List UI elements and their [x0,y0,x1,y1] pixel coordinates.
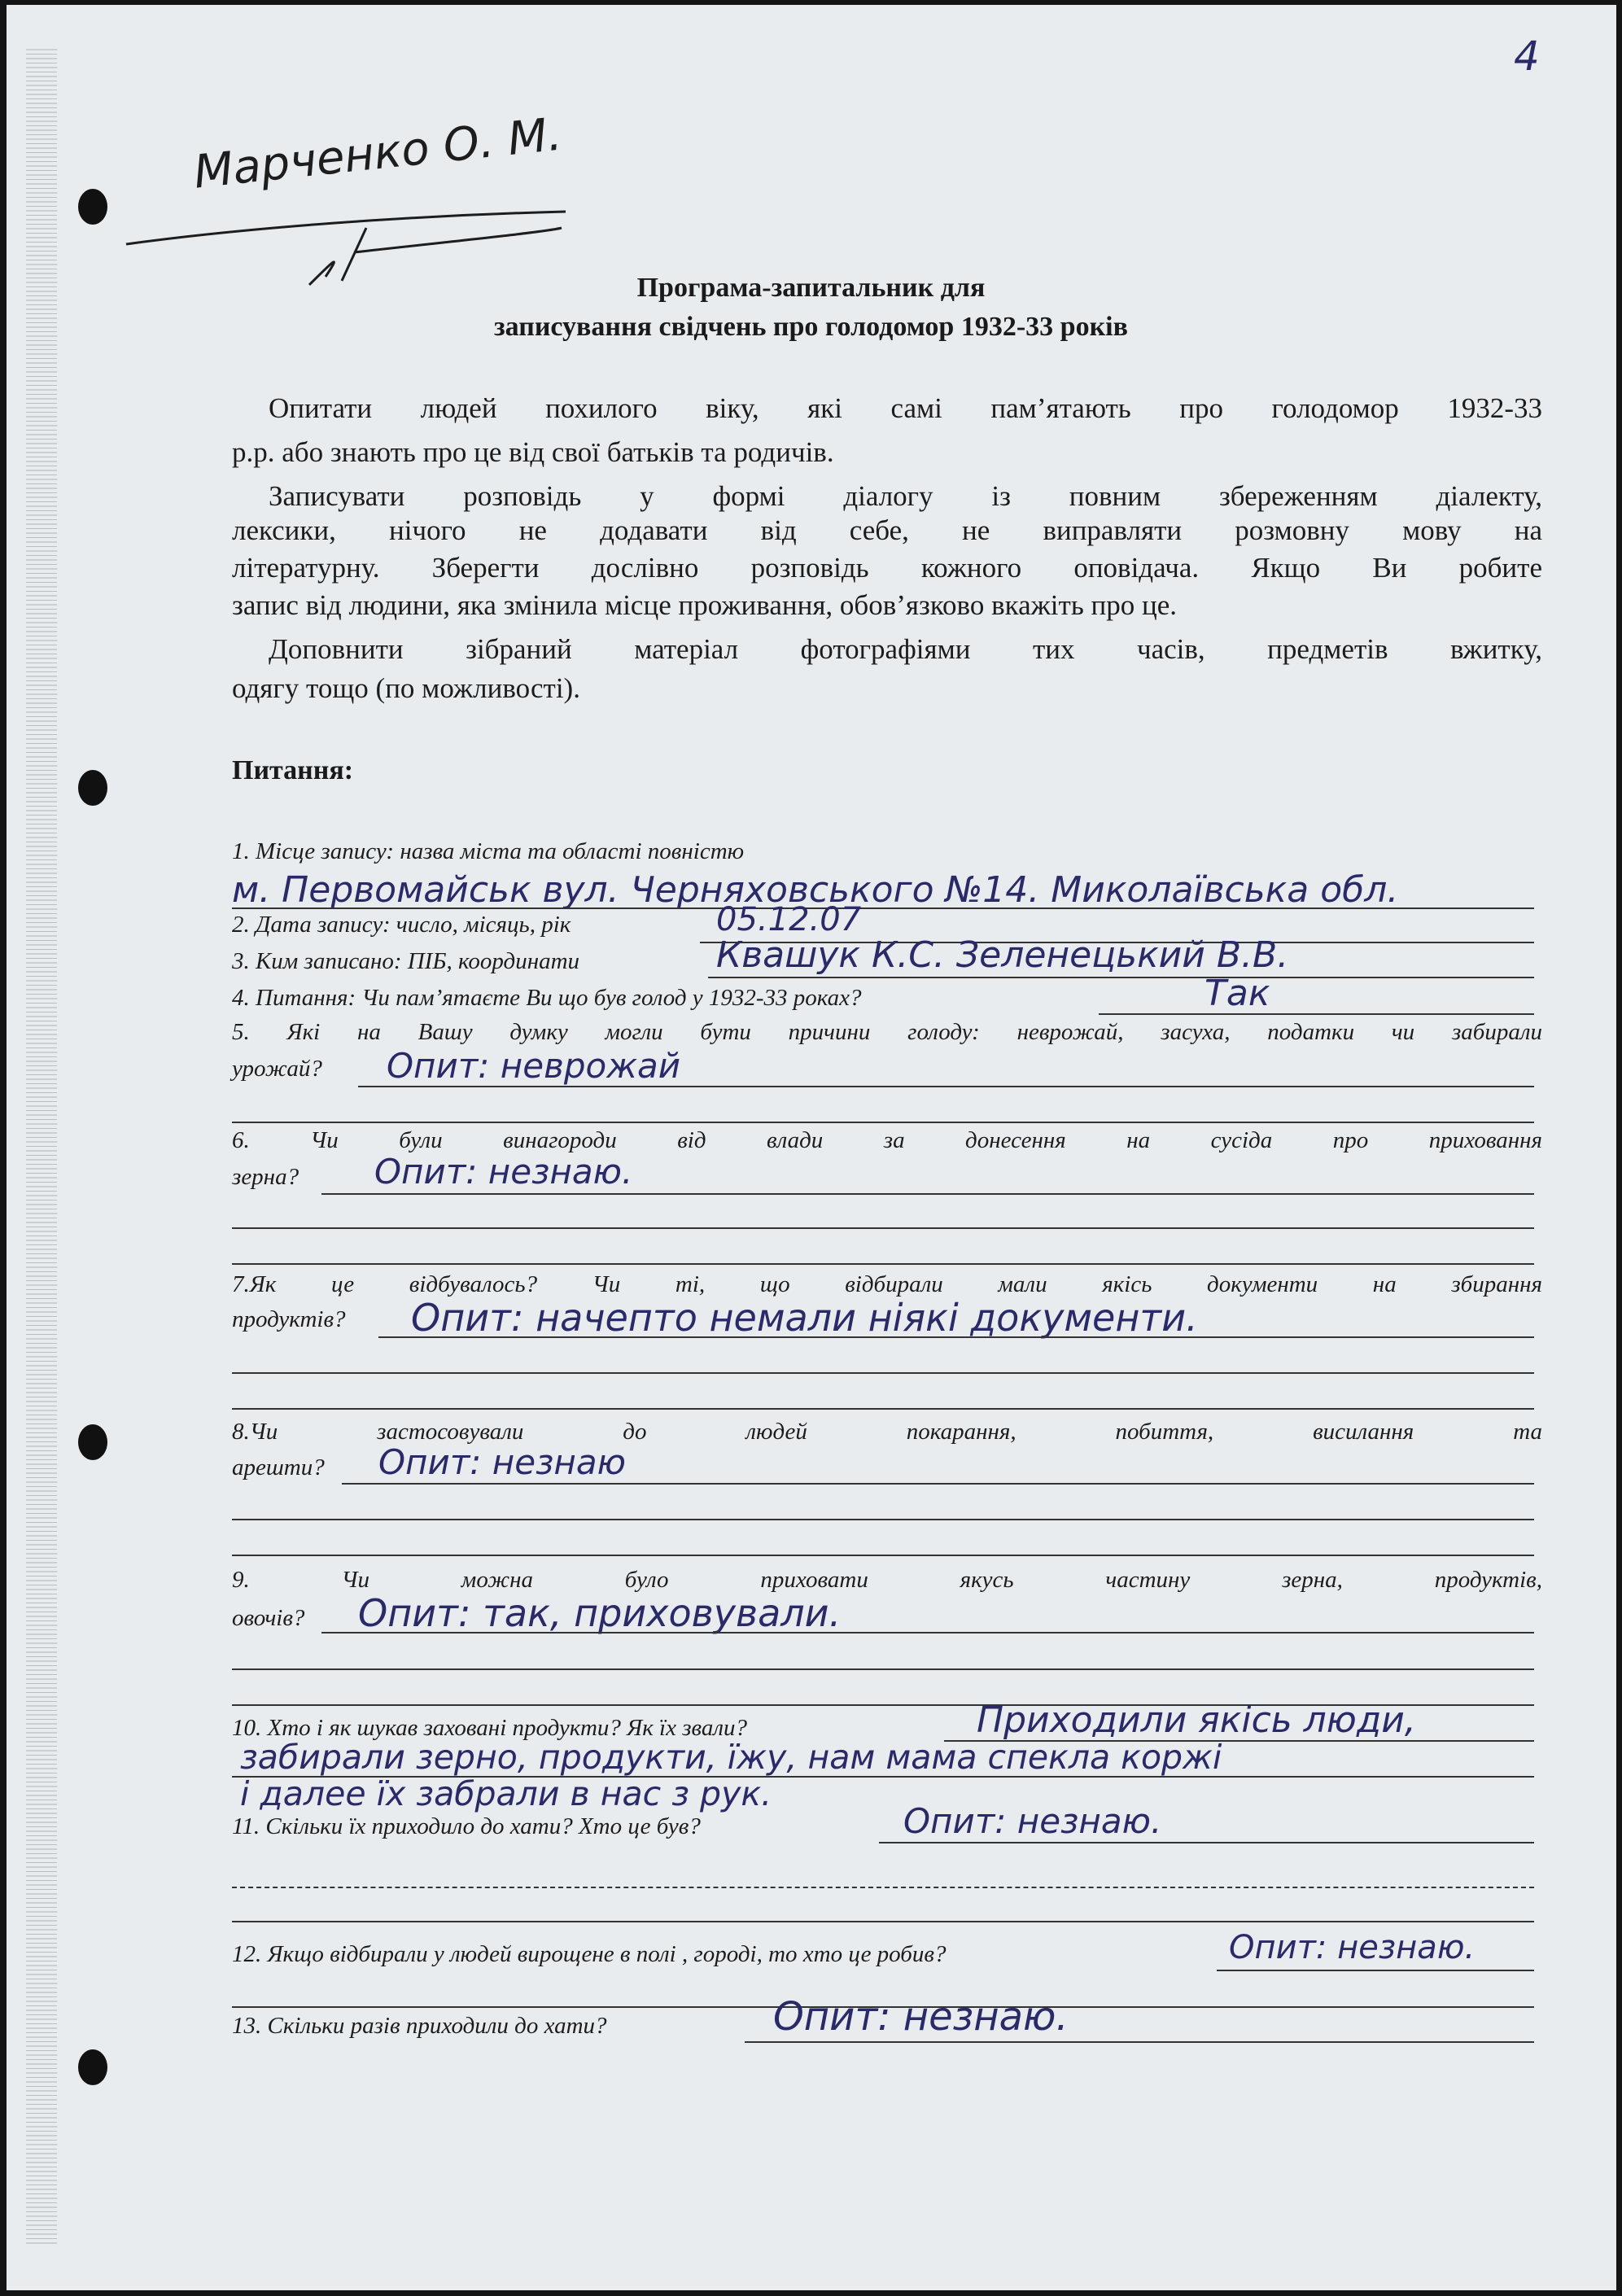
intro-p2-line4: запис від людини, яка змінила місце проживання, обов’язково вкажіть про це. [232,589,1178,621]
answer-line [1099,1013,1534,1015]
answer-10-line1: Приходили якісь люди, [977,1699,1416,1741]
intro-p2-line1: Записувати розповідь у формі діалогу із повним збереженням діалекту, [269,480,1542,512]
answer-13: Опит: незнаю. [773,1994,1069,2040]
answer-7: Опит: начепто немали ніякі документи. [411,1296,1198,1340]
answer-10-line3: і далее їх забрали в нас з рук. [240,1774,772,1813]
punch-hole [78,189,107,225]
question-13: 13. Скільки разів приходили до хати? [232,2013,607,2039]
intro-p3-line1: Доповнити зібраний матеріал фотографіями тих часів, предметів вжитку, [269,633,1542,665]
answer-6: Опит: незнаю. [374,1152,633,1192]
answer-line [708,977,1534,978]
answer-line [232,1668,1534,1670]
intro-p1-line2: р.р. або знають про це від свої батьків та родичів. [232,436,834,468]
answer-line [321,1632,1534,1633]
answer-line [232,1372,1534,1374]
answer-1: м. Первомайськ вул. Черняховського №14. Миколаївська обл. [232,869,1399,911]
binding-edge [26,49,57,2246]
question-3: 3. Ким записано: ПІБ, координати [232,948,580,974]
answer-9: Опит: так, приховували. [358,1591,842,1635]
question-2: 2. Дата запису: число, місяць, рік [232,912,571,938]
answer-line [745,2041,1534,2043]
intro-p1-line1: Опитати людей похилого віку, які самі пам’ятають про голодомор 1932-33 [269,392,1542,424]
answer-line [232,1555,1534,1556]
answer-11: Опит: незнаю. [903,1801,1162,1841]
intro-p2-line3: літературну. Зберегти дослівно розповідь кожного оповідача. Якщо Ви робите [232,552,1542,584]
answer-8: Опит: незнаю [378,1442,626,1482]
answer-line [232,1519,1534,1520]
title-line-1: Програма-запитальник для [636,273,986,303]
question-10: 10. Хто і як шукав заховані продукти? Як їх звали? [232,1715,748,1741]
signature-name: Марченко О. М. [191,107,565,199]
answer-10-line2: забирали зерно, продукти, їжу, нам мама спекла коржі [240,1738,1222,1777]
question-9-line2: овочів? [232,1605,305,1631]
answer-line [232,1921,1534,1922]
answer-line [232,907,1534,909]
title-line-2: записування свідчень про голодомор 1932-33 років [494,312,1128,342]
question-4: 4. Питання: Чи пам’ятаєте Ви що був голод у 1932-33 роках? [232,985,862,1011]
question-7-line1: 7.Як це відбувалось? Чи ті, що відбирали мали якісь документи на збирання [232,1271,1542,1297]
answer-line [232,1263,1534,1265]
answer-2: 05.12.07 [716,901,862,938]
question-9-line1: 9. Чи можна було приховати якусь частину зерна, продуктів, [232,1567,1542,1593]
question-5-line2: урожай? [232,1056,322,1082]
punch-hole [78,1424,107,1460]
question-1: 1. Місце запису: назва міста та області повністю [232,838,745,864]
punch-hole [78,770,107,806]
answer-4: Так [1204,973,1270,1014]
answer-line [232,1122,1534,1123]
punch-hole [78,2049,107,2085]
answer-line [321,1193,1534,1195]
answer-5: Опит: неврожай [387,1046,681,1086]
question-8-line2: арешти? [232,1454,325,1480]
answer-line [378,1336,1534,1338]
answer-line [232,1408,1534,1410]
question-12: 12. Якщо відбирали у людей вирощене в полі , городі, то хто це робив? [232,1941,947,1967]
answer-line [342,1483,1534,1485]
answer-line [879,1842,1534,1843]
question-8-line1: 8.Чи застосовували до людей покарання, побиття, висилання та [232,1419,1542,1445]
answer-line [232,1887,1534,1888]
question-5-line1: 5. Які на Вашу думку могли бути причини голоду: неврожай, засуха, податки чи забирали [232,1019,1542,1045]
answer-12: Опит: незнаю. [1229,1929,1476,1966]
question-7-line2: продуктів? [232,1306,346,1332]
page-number: 4 [1514,33,1540,80]
question-6-line1: 6. Чи були винагороди від влади за донесення на сусіда про приховання [232,1127,1542,1153]
answer-line [232,1227,1534,1229]
intro-p2-line2: лексики, нічого не додавати від себе, не виправляти розмовну мову на [232,514,1542,546]
answer-line [358,1086,1534,1087]
question-6-line2: зерна? [232,1164,299,1190]
answer-line [1217,1970,1534,1971]
questions-heading: Питання: [232,755,354,785]
answer-3: Квашук К.С. Зеленецький В.В. [716,934,1289,976]
question-11: 11. Скільки їх приходило до хати? Хто це був? [232,1813,701,1839]
intro-p3-line2: одягу тощо (по можливості). [232,672,580,704]
